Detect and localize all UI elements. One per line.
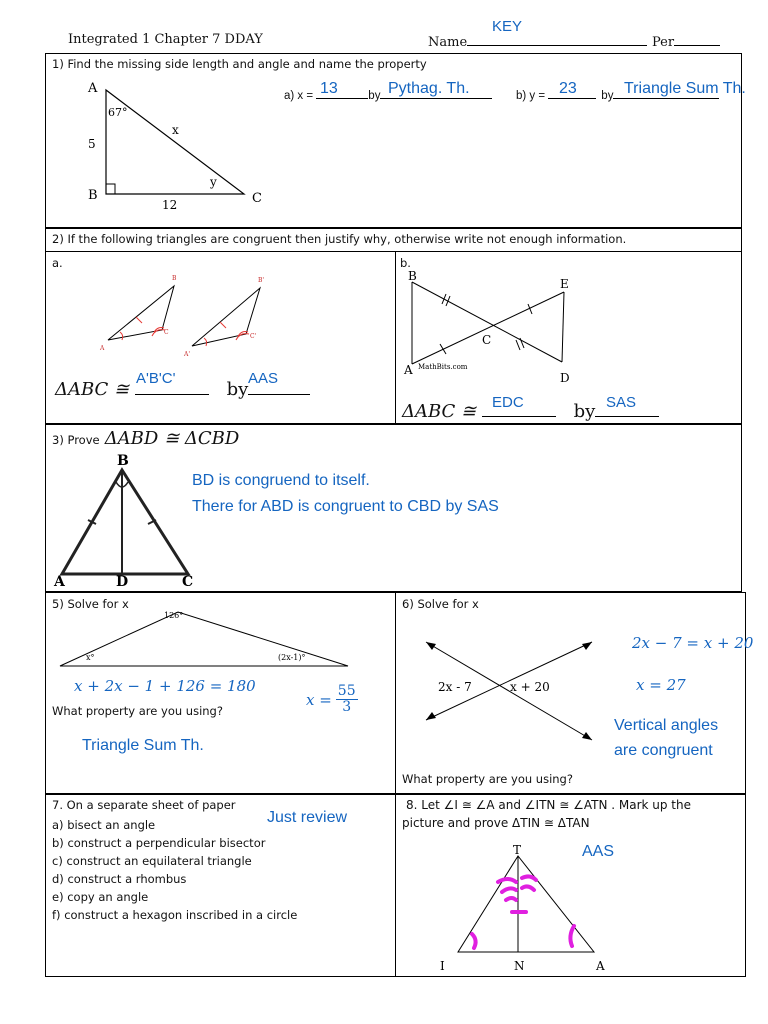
- name-field: [428, 32, 647, 50]
- q8-vertex-i: I: [440, 959, 445, 973]
- q1-right-triangle: [80, 78, 280, 214]
- q1-prompt: 1) Find the missing side length and angle and name the property: [52, 57, 427, 71]
- q2b-vertex-d: D: [560, 371, 570, 385]
- q2a-vertex-a-prime: A': [184, 351, 190, 358]
- q1-b-answer: 23: [559, 80, 577, 97]
- hypotenuse-label: x: [172, 123, 179, 137]
- q1-a-answer: 13: [320, 80, 338, 97]
- q7-item: a) bisect an angle: [52, 818, 156, 832]
- angle-a-label: 67°: [108, 106, 128, 119]
- q2a-answer: A'B'C': [136, 370, 176, 387]
- q2-prompt: 2) If the following triangles are congruent then justify why, otherwise write not enough information.: [52, 232, 627, 246]
- q5-prompt: 5) Solve for x: [52, 597, 129, 611]
- q3-prompt-row: [52, 428, 239, 449]
- q2a-vertex-b: B: [172, 275, 177, 282]
- q5-top-angle: 126°: [164, 611, 184, 620]
- q2a-vertex-b-prime: B': [258, 277, 265, 284]
- q2b-vertex-e: E: [560, 277, 569, 291]
- q6-right-angle: x + 20: [510, 680, 550, 694]
- q5-solution-numerator: 55: [337, 683, 356, 699]
- q6-intersecting-lines: [420, 636, 600, 746]
- q7-answer: Just review: [267, 809, 348, 826]
- q6-question: What property are you using?: [402, 772, 573, 786]
- side-bottom-label: 12: [162, 198, 178, 212]
- q2a-reason: AAS: [248, 370, 279, 387]
- q5-equation: x + 2x − 1 + 126 = 180: [74, 677, 256, 695]
- q2b-vertex-a: A: [404, 363, 413, 377]
- q1-by-b: by: [601, 90, 614, 102]
- q3-isosceles-triangle: [52, 452, 202, 588]
- q8-prompt-line-2: picture and prove ΔTIN ≅ ΔTAN: [402, 816, 590, 830]
- name-value: KEY: [492, 18, 523, 35]
- period-field: [652, 32, 720, 50]
- q5-answer: Triangle Sum Th.: [82, 737, 204, 754]
- q2b-watermark: MathBits.com: [418, 363, 468, 371]
- q6-answer-line-1: Vertical angles: [614, 717, 719, 734]
- q3-vertex-a: A: [54, 574, 65, 588]
- q7-item: c) construct an equilateral triangle: [52, 854, 252, 868]
- vertex-c-label: C: [252, 191, 262, 206]
- q8-vertex-t: T: [513, 843, 522, 857]
- q1-b-property: Triangle Sum Th.: [624, 80, 746, 97]
- name-label: Name: [428, 35, 468, 50]
- q5-left-angle: x°: [86, 653, 95, 662]
- q1-a-property: Pythag. Th.: [388, 80, 470, 97]
- q6-solution: x = 27: [636, 676, 686, 694]
- q5-question: What property are you using?: [52, 704, 223, 718]
- q5-obtuse-triangle: [56, 606, 352, 670]
- q2a-vertex-c: C: [164, 329, 169, 336]
- q2b-vertex-c: C: [482, 333, 492, 347]
- period-label: Per: [652, 35, 675, 50]
- q3-proof-line-1: BD is congruend to itself.: [192, 472, 370, 489]
- q3-statement: ΔABD ≅ ΔCBD: [104, 428, 240, 449]
- q6-equation: 2x − 7 = x + 20: [632, 634, 754, 652]
- q2a-stmt-text: ΔABC ≅: [55, 379, 130, 400]
- q5-solution: [306, 684, 358, 715]
- q6-prompt: 6) Solve for x: [402, 597, 479, 611]
- q7-item: b) construct a perpendicular bisector: [52, 836, 266, 850]
- q3-proof-line-2: There for ABD is congruent to CBD by SAS: [192, 498, 499, 515]
- side-left-label: 5: [88, 137, 96, 151]
- q2a-vertex-a: A: [100, 345, 105, 352]
- vertex-a-label: A: [88, 81, 98, 96]
- q2a-by: by: [226, 379, 249, 400]
- q1-a-label: a) x =: [284, 90, 314, 102]
- q2b-stmt-text: ΔABC ≅: [402, 401, 477, 422]
- q2a-vertex-c-prime: C': [250, 333, 257, 340]
- q7-item: f) construct a hexagon inscribed in a circle: [52, 908, 298, 922]
- q8-vertex-n: N: [514, 959, 525, 973]
- q3-vertex-b: B: [117, 453, 129, 469]
- q3-vertex-c: C: [182, 574, 194, 588]
- q8-triangle: [428, 842, 608, 976]
- q2b-vertex-b: B: [408, 270, 417, 283]
- worksheet-title: Integrated 1 Chapter 7 DDAY: [68, 32, 263, 47]
- q2b-label: b.: [400, 256, 411, 270]
- vertex-b-label: B: [88, 188, 98, 203]
- q7-prompt: 7. On a separate sheet of paper: [52, 798, 236, 812]
- q3-vertex-d: D: [116, 574, 129, 588]
- q5-solution-denominator: 3: [342, 699, 352, 715]
- q1-b-label: b) y =: [516, 90, 546, 102]
- q2b-bowtie: [402, 270, 578, 386]
- angle-c-label: y: [210, 175, 217, 189]
- q3-prompt: 3) Prove: [52, 433, 100, 447]
- q2b-answer: EDC: [492, 394, 524, 411]
- q5-solution-lhs: x =: [306, 690, 332, 709]
- q2a-triangles: [96, 272, 276, 364]
- q2a-label: a.: [52, 256, 63, 270]
- q7-item: e) copy an angle: [52, 890, 149, 904]
- q6-left-angle: 2x - 7: [438, 680, 472, 694]
- q1-by-a: by: [368, 90, 381, 102]
- q8-answer: AAS: [582, 843, 615, 860]
- q7-item: d) construct a rhombus: [52, 872, 187, 886]
- q7-items: [52, 816, 297, 924]
- q2b-by: by: [573, 401, 596, 422]
- q8-prompt-line-1: 8. Let ∠I ≅ ∠A and ∠ITN ≅ ∠ATN . Mark up the: [406, 798, 691, 812]
- q6-answer-line-2: are congruent: [614, 742, 713, 759]
- q8-vertex-a: A: [596, 959, 605, 973]
- q2b-reason: SAS: [606, 394, 637, 411]
- q5-right-angle: (2x-1)°: [278, 653, 306, 662]
